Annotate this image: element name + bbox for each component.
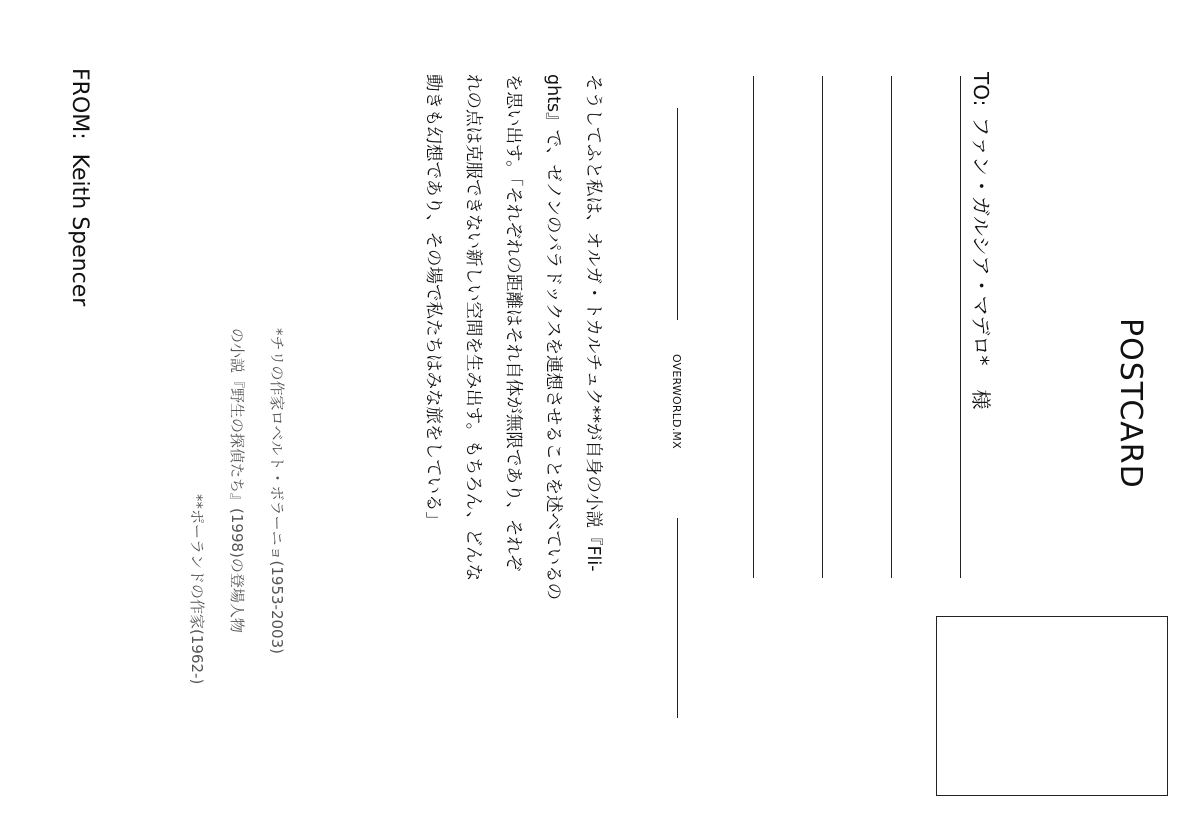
address-line (822, 76, 823, 578)
message-line: を思い出す。「それぞれの距離はそれ自体が無限であり、それぞ (503, 74, 523, 572)
message-line: れの点は克服できない新しい空間を生み出す。もちろん、どんな (463, 74, 483, 582)
sender-name: Keith Spencer (67, 153, 92, 307)
divider-line-bottom (677, 518, 678, 718)
divider-line-top (677, 108, 678, 320)
footnote-line: *チリの作家ロベルト・ボラーニョ(1953-2003) (268, 328, 286, 654)
stamp-box (936, 616, 1168, 796)
message-line: そうしてふと私は、オルガ・トカルチュク**が自身の小説『Fli- (583, 74, 603, 572)
address-line (753, 76, 754, 578)
postcard-title: POSTCARD (1113, 318, 1148, 489)
recipient-honorific: 様 (969, 389, 993, 410)
address-line (960, 76, 961, 578)
message-line: ghts』で、ゼノンのパラドックスを連想させることを述べているの (543, 74, 563, 601)
recipient-name: ファン・ガルシア・マデロ* (969, 116, 993, 366)
to-label: TO: (969, 72, 993, 107)
brand-label: OVERWORLD.MX (670, 354, 683, 449)
from-label: FROM: (67, 68, 92, 140)
footnote-line: **ポーランドの作家(1962-) (188, 494, 206, 685)
message-line: 動きも幻想であり、その場で私たちはみな旅をしている」 (423, 74, 443, 529)
address-line (891, 76, 892, 578)
sender-line (67, 68, 92, 306)
recipient-line (968, 72, 997, 409)
footnote-line: の小説『野生の探偵たち』(1998)の登場人物 (228, 328, 246, 633)
